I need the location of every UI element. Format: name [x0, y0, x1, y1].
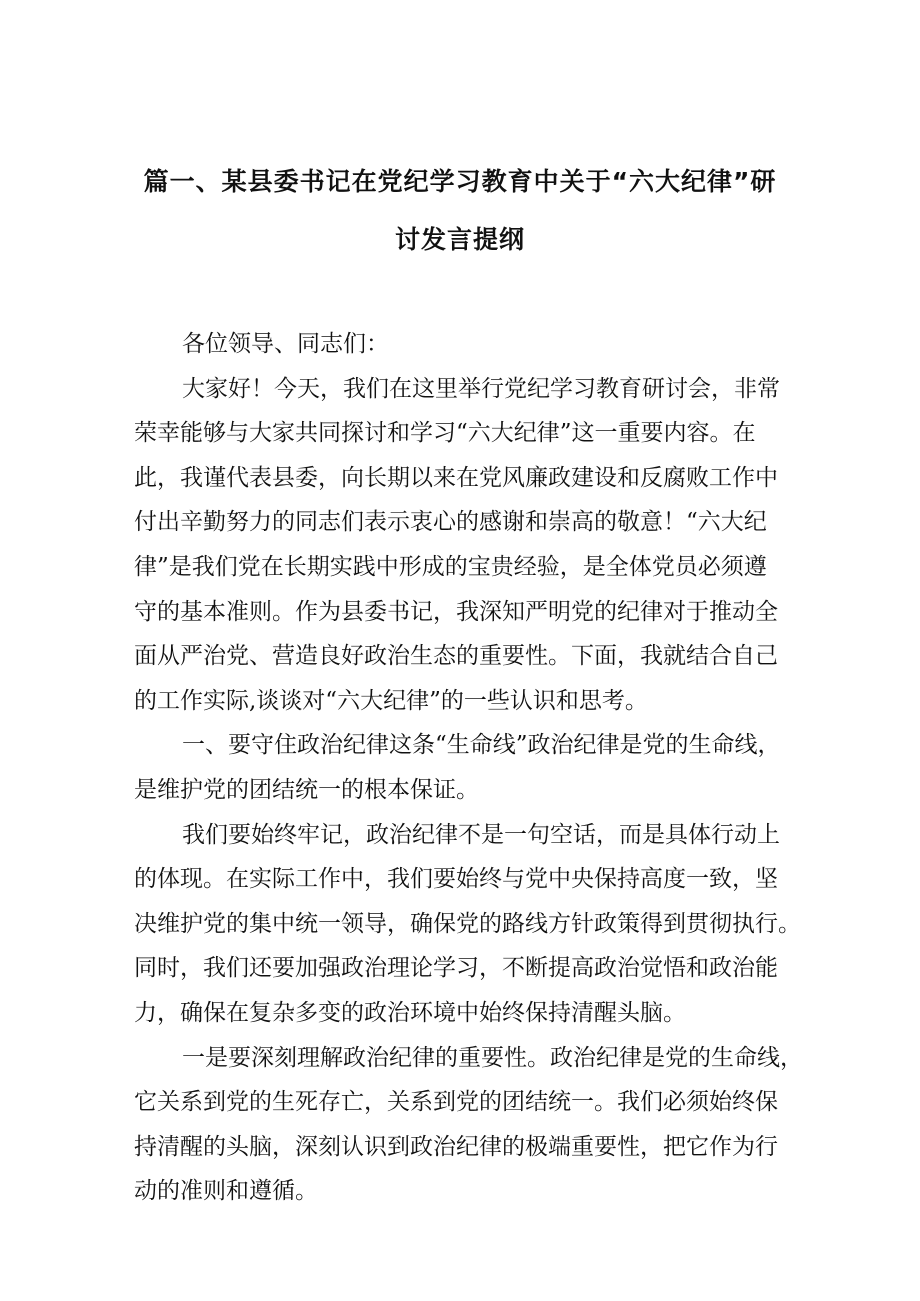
body-line: 是维护党的团结统一的根本保证。 [134, 776, 479, 803]
body-line: 持清醒的头脑，深刻认识到政治纪律的极端重要性，把它作为行 [134, 1133, 778, 1160]
salutation: 各位领导、同志们： [182, 331, 389, 357]
body-line: 同时，我们还要加强政治理论学习，不断提高政治觉悟和政治能 [134, 955, 778, 982]
body-line: 决维护党的集中统一领导，确保党的路线方针政策得到贯彻执行。 [134, 910, 801, 937]
body-line: 的体现。在实际工作中，我们要始终与党中央保持高度一致，坚 [134, 866, 778, 893]
body-line: 大家好！今天，我们在这里举行党纪学习教育研讨会，非常 [182, 375, 780, 402]
document-body [134, 322, 803, 1214]
body-line: 一是要深刻理解政治纪律的重要性。政治纪律是党的生命线， [182, 1044, 803, 1071]
body-line: 守的基本准则。作为县委书记，我深知严明党的纪律对于推动全 [134, 598, 778, 625]
title-line-1: 篇一、某县委书记在党纪学习教育中关于“六大纪律”研 [143, 167, 777, 196]
body-line: 律”是我们党在长期实践中形成的宝贵经验，是全体党员必须遵 [134, 553, 767, 580]
title-line-2: 讨发言提纲 [394, 225, 525, 254]
body-line: 此，我谨代表县委，向长期以来在党风廉政建设和反腐败工作中 [134, 464, 778, 491]
body-line: 它关系到党的生死存亡，关系到党的团结统一。我们必须始终保 [134, 1089, 778, 1116]
body-line: 付出辛勤努力的同志们表示衷心的感谢和崇高的敬意！“六大纪 [134, 509, 767, 536]
body-line: 的工作实际,谈谈对“六大纪律”的一些认识和思考。 [134, 687, 648, 714]
body-line: 力，确保在复杂多变的政治环境中始终保持清醒头脑。 [134, 999, 686, 1026]
document-title [0, 160, 920, 276]
body-line: 动的准则和遵循。 [134, 1178, 318, 1205]
body-line: 我们要始终牢记，政治纪律不是一句空话，而是具体行动上 [182, 821, 780, 848]
body-line: 面从严治党、营造良好政治生态的重要性。下面，我就结合自己 [134, 643, 778, 670]
body-line: 荣幸能够与大家共同探讨和学习“六大纪律”这一重要内容。在 [134, 420, 756, 447]
section-heading: 一、要守住政治纪律这条“生命线”政治纪律是党的生命线， [182, 732, 781, 759]
